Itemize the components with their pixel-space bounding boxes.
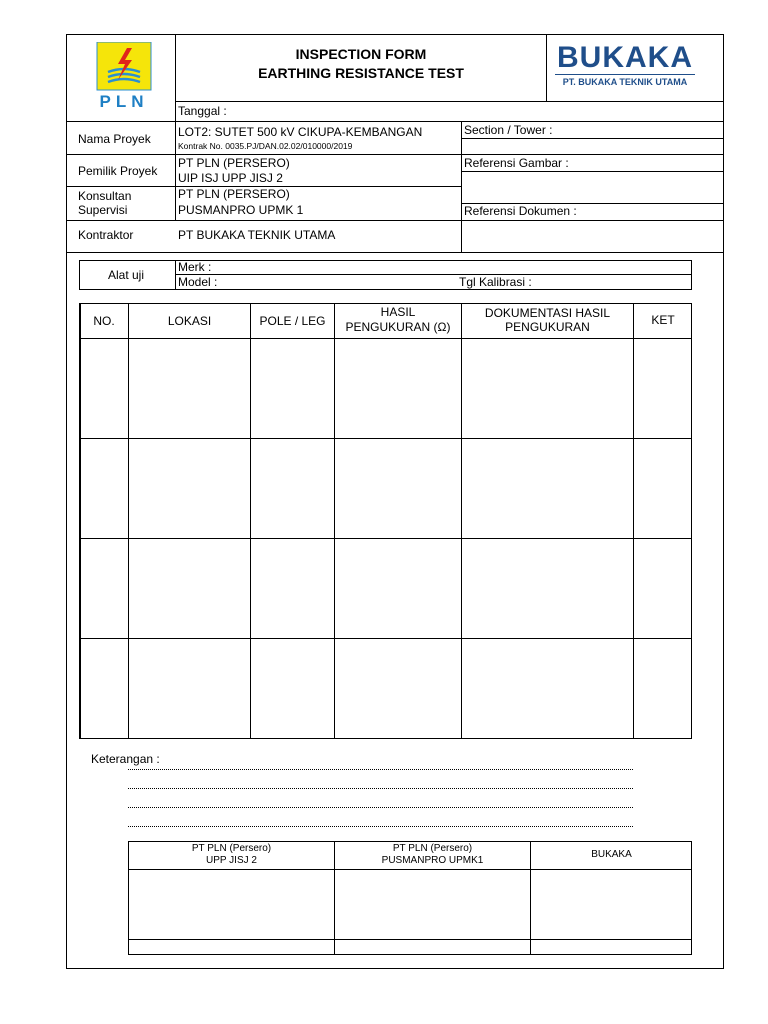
alat-uji-box [79,260,692,290]
sig-header-line [128,869,692,870]
header-no: NO. [93,314,115,328]
col-line-5 [633,303,634,739]
keterangan-line-3 [128,807,633,808]
pemilik-proyek-line2: UIP ISJ UPP JISJ 2 [178,171,283,185]
col-line-3 [334,303,335,739]
table-header-line [79,338,692,339]
bukaka-logo-subtext: PT. BUKAKA TEKNIK UTAMA [562,77,688,87]
referensi-gambar-label: Referensi Gambar : [464,156,569,170]
konsultan-label-line1: Konsultan [78,189,132,203]
pemilik-proyek-label: Pemilik Proyek [78,164,158,178]
keterangan-line-1 [128,769,633,770]
form-title-line1: INSPECTION FORM [295,46,427,62]
konsultan-line1: PT PLN (PERSERO) [178,187,290,201]
header-dok-line2: PENGUKURAN [505,320,590,334]
header-hasil-line1: HASIL [380,305,416,319]
table-row-line-3 [79,638,692,639]
row-line-1 [66,121,724,122]
pln-logo-text: PLN [99,92,149,111]
alat-uji-midline [175,274,692,275]
form-title-line2: EARTHING RESISTANCE TEST [258,65,464,81]
table-row-line-2 [79,538,692,539]
section-tower-line [461,138,724,139]
header-pole-leg: POLE / LEG [259,314,326,328]
header-hasil-line2: PENGUKURAN (Ω) [345,320,451,334]
header-dok-line1: DOKUMENTASI HASIL [484,306,611,320]
kontrak-value: Kontrak No. 0035.PJ/DAN.02.02/010000/2019 [178,141,353,151]
sig-col3: BUKAKA [591,849,632,860]
konsultan-line2: PUSMANPRO UPMK 1 [178,203,304,217]
nama-proyek-value: LOT2: SUTET 500 kV CIKUPA-KEMBANGAN [178,125,423,139]
referensi-gambar-line [461,171,724,172]
sig-footer-line [128,939,692,940]
col-line-4 [461,303,462,739]
merk-label: Merk : [178,260,212,274]
header-bottom-line [175,101,724,102]
bukaka-logo-divider [555,74,695,75]
row-line-5 [66,252,724,253]
keterangan-line-4 [128,826,633,827]
referensi-dokumen-label: Referensi Dokumen : [464,204,577,218]
bukaka-logo [551,40,699,96]
info-divider [461,121,462,252]
konsultan-label-line2: Supervisi [78,203,128,217]
kontraktor-label: Kontraktor [78,228,134,242]
keterangan-label: Keterangan : [91,752,160,766]
pln-logo [94,42,154,112]
model-label: Model : [178,275,218,289]
header-ket: KET [651,313,675,327]
row-line-2 [66,154,724,155]
pemilik-proyek-line1: PT PLN (PERSERO) [178,156,290,170]
sig-col1-line1: PT PLN (Persero) [191,843,272,854]
kontraktor-value: PT BUKAKA TEKNIK UTAMA [178,228,336,242]
bukaka-logo-text: BUKAKA [557,41,693,74]
nama-proyek-label: Nama Proyek [78,132,151,146]
section-tower-label: Section / Tower : [464,123,553,137]
sig-col2-line2: PUSMANPRO UPMK1 [381,855,484,866]
header-lokasi: LOKASI [167,314,212,328]
alat-uji-divider [175,260,176,290]
tgl-kalibrasi-label: Tgl Kalibrasi : [459,275,532,289]
row-line-4 [66,220,724,221]
sig-col1-line2: UPP JISJ 2 [206,855,257,866]
table-row-line-1 [79,438,692,439]
alat-uji-label: Alat uji [108,268,145,282]
col-line-2 [250,303,251,739]
col-line-1 [128,303,129,739]
tanggal-label: Tanggal : [178,104,227,118]
measurement-table [79,303,692,739]
sig-col2-line1: PT PLN (Persero) [392,843,473,854]
header-divider-right [546,34,547,101]
keterangan-line-2 [128,788,633,789]
